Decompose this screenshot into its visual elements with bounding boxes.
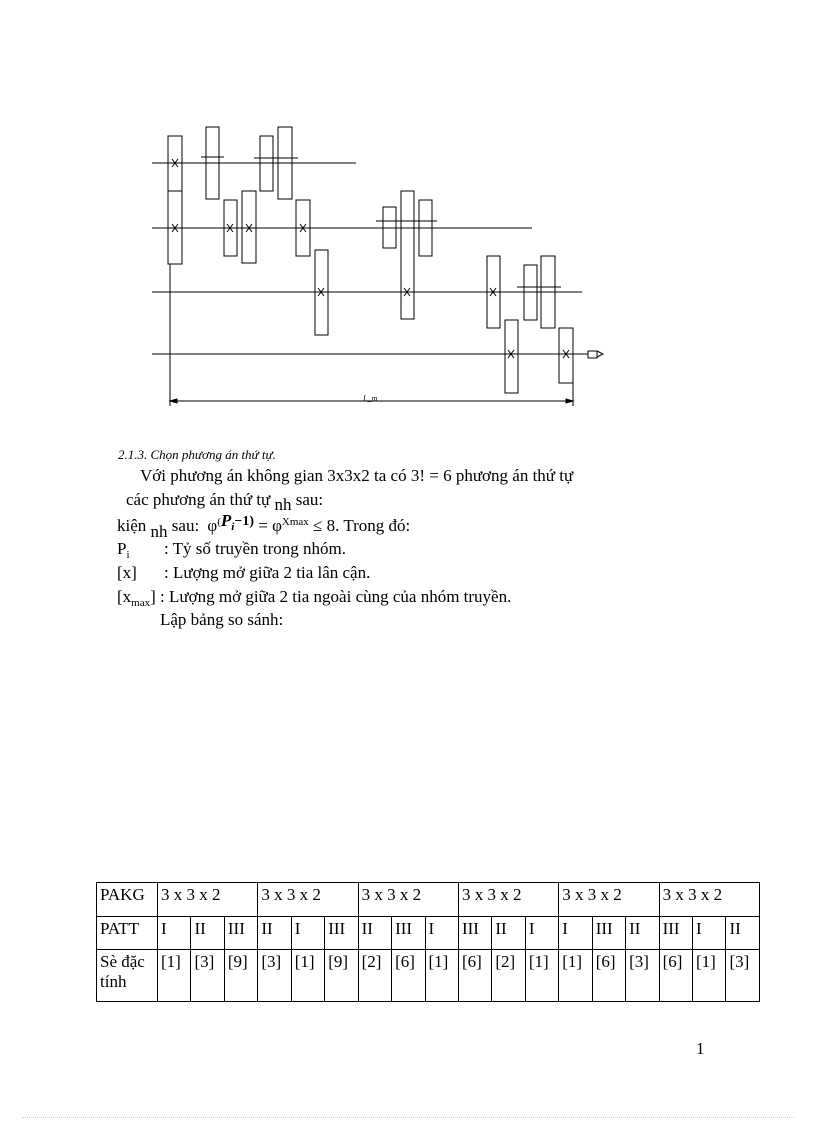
formula-minus-one: −1) [234, 514, 254, 529]
patt-cell: II [492, 916, 525, 950]
pakg-cell: 3 x 3 x 2 [559, 883, 659, 917]
table-intro: Lập bảng so sánh: [160, 610, 284, 629]
output-coupling-icon [588, 351, 603, 358]
row-label-pakg: PAKG [97, 883, 158, 917]
table-row-patt [97, 916, 760, 950]
patt-cell: I [693, 916, 726, 950]
row-label-dactinh: Sè đặc tính [97, 950, 158, 1002]
pakg-cell: 3 x 3 x 2 [258, 883, 358, 917]
formula-prefix: kiện [117, 516, 147, 535]
patt-cell: II [626, 916, 659, 950]
dactinh-cell: [2] [492, 950, 525, 1002]
shafts [152, 163, 588, 354]
fixed-marks [172, 159, 569, 358]
dactinh-cell: [1] [559, 950, 592, 1002]
formula-tail: ≤ 8. Trong đó: [313, 516, 411, 535]
gearbox-kinematic-diagram [0, 0, 816, 420]
pakg-cell: 3 x 3 x 2 [158, 883, 258, 917]
length-dimension [170, 264, 573, 406]
patt-cell: I [158, 916, 191, 950]
formula-xmax: Xmax [281, 516, 309, 528]
dactinh-cell: [2] [358, 950, 391, 1002]
patt-cell: I [559, 916, 592, 950]
definition-pi: $P_i$ [117, 539, 130, 561]
formula-nh: nh [150, 522, 168, 541]
section-heading: 2.1.3. Chọn phương án thứ tự. [118, 447, 276, 462]
definition-x: [x] [117, 563, 137, 582]
patt-cell: III [592, 916, 625, 950]
formula-equals: = φ [258, 516, 282, 535]
paragraph-2-tail: sau: [295, 490, 324, 509]
patt-cell: II [191, 916, 224, 950]
dactinh-cell: [1] [158, 950, 191, 1002]
patt-cell: II [258, 916, 291, 950]
patt-cell: III [224, 916, 257, 950]
dactinh-cell: [3] [191, 950, 224, 1002]
dactinh-cell: [6] [392, 950, 425, 1002]
patt-cell: III [659, 916, 692, 950]
pakg-cell: 3 x 3 x 2 [358, 883, 458, 917]
comparison-table [96, 882, 760, 1002]
patt-cell: II [358, 916, 391, 950]
paragraph-2-text: các phương án thứ tự [126, 490, 271, 509]
paragraph-2 [126, 490, 324, 514]
row-label-patt: PATT [97, 916, 158, 950]
pakg-cell: 3 x 3 x 2 [458, 883, 558, 917]
paragraph-1: Với phương án không gian 3x3x2 ta có 3! = 6 phương án thứ tự [140, 466, 574, 485]
paragraph-2-nh: nh [274, 495, 292, 514]
formula-sau: sau: [171, 516, 200, 535]
patt-cell: I [291, 916, 324, 950]
dactinh-cell: [9] [224, 950, 257, 1002]
definition-pi-text: : Tỷ số truyền trong nhóm. [164, 539, 346, 558]
dactinh-cell: [1] [291, 950, 324, 1002]
dactinh-cell: [6] [592, 950, 625, 1002]
table-row-dactinh [97, 950, 760, 1002]
page-number: 1 [696, 1039, 705, 1058]
dactinh-cell: [1] [425, 950, 458, 1002]
formula-pi: $P_i$ [220, 511, 235, 533]
definition-x-text: : Lượng mở giữa 2 tia lân cận. [164, 563, 371, 582]
page-footer-divider [22, 1117, 794, 1118]
table-row-pakg [97, 883, 760, 917]
phi-symbol: φ [207, 516, 218, 535]
dimension-label: L_m [363, 394, 378, 403]
definition-xmax-text: : Lượng mở giữa 2 tia ngoài cùng của nhóm truyền. [160, 587, 512, 606]
patt-cell: I [425, 916, 458, 950]
dactinh-cell: [6] [659, 950, 692, 1002]
definition-xmax: $[x_{max}]$ : Lượng mở giữa 2 tia ngoài cùng của nhóm truyền. [117, 587, 512, 609]
phi-exponent-open: ( [217, 516, 221, 528]
dactinh-cell: [1] [693, 950, 726, 1002]
patt-cell: III [392, 916, 425, 950]
patt-cell: I [525, 916, 558, 950]
pakg-cell: 3 x 3 x 2 [659, 883, 759, 917]
dactinh-cell: [9] [325, 950, 358, 1002]
dactinh-cell: [6] [458, 950, 491, 1002]
dactinh-cell: [3] [626, 950, 659, 1002]
patt-cell: III [325, 916, 358, 950]
patt-cell: II [726, 916, 760, 950]
patt-cell: III [458, 916, 491, 950]
dactinh-cell: [1] [525, 950, 558, 1002]
condition-formula [117, 511, 411, 541]
dactinh-cell: [3] [258, 950, 291, 1002]
dactinh-cell: [3] [726, 950, 760, 1002]
